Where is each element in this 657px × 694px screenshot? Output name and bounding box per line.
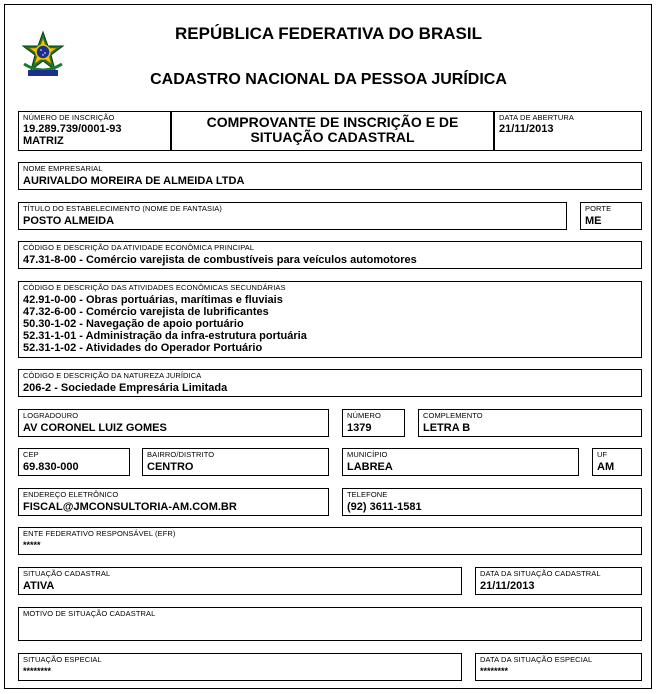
logradouro-label: LOGRADOURO	[23, 411, 79, 420]
data-situacao-especial-field	[475, 653, 642, 681]
natureza-juridica-value: 206-2 - Sociedade Empresária Limitada	[23, 382, 228, 394]
abertura-field	[494, 111, 642, 151]
complemento-value: LETRA B	[423, 422, 471, 434]
nome-empresarial-value: AURIVALDO MOREIRA DE ALMEIDA LTDA	[23, 175, 245, 187]
numero-value: 1379	[347, 422, 372, 434]
list-item: 52.31-1-02 - Atividades do Operador Portuário	[23, 342, 263, 354]
data-situacao-label: DATA DA SITUAÇÃO CADASTRAL	[480, 569, 601, 578]
atividades-secundarias-list	[23, 294, 307, 354]
porte-field	[580, 202, 642, 230]
fantasia-value: POSTO ALMEIDA	[23, 215, 115, 227]
natureza-juridica-label: CÓDIGO E DESCRIÇÃO DA NATUREZA JURÍDICA	[23, 371, 202, 380]
inscricao-field	[18, 111, 171, 151]
list-item: 52.31-1-01 - Administração da infra-estrutura portuária	[23, 330, 307, 342]
numero-label: NÚMERO	[347, 411, 381, 420]
complemento-label: COMPLEMENTO	[423, 411, 483, 420]
uf-field	[592, 448, 642, 476]
bairro-value: CENTRO	[147, 461, 194, 473]
bairro-label: BAIRRO/DISTRITO	[147, 450, 215, 459]
data-situacao-field	[475, 567, 642, 595]
telefone-field	[342, 488, 642, 516]
list-item: 47.32-6-00 - Comércio varejista de lubrificantes	[23, 306, 269, 318]
cep-value: 69.830-000	[23, 461, 79, 473]
atividade-principal-field	[18, 241, 642, 269]
situacao-label: SITUAÇÃO CADASTRAL	[23, 569, 111, 578]
efr-label: ENTE FEDERATIVO RESPONSÁVEL (EFR)	[23, 529, 176, 538]
situacao-especial-label: SITUAÇÃO ESPECIAL	[23, 655, 102, 664]
cep-label: CEP	[23, 450, 39, 459]
abertura-value: 21/11/2013	[499, 123, 554, 135]
situacao-field	[18, 567, 462, 595]
logradouro-value: AV CORONEL LUIZ GOMES	[23, 422, 167, 434]
uf-label: UF	[597, 450, 608, 459]
situacao-especial-value: ********	[23, 666, 52, 676]
porte-label: PORTE	[585, 204, 612, 213]
telefone-value: (92) 3611-1581	[347, 501, 422, 513]
municipio-value: LABREA	[347, 461, 393, 473]
atividades-secundarias-field	[18, 281, 642, 358]
email-value: FISCAL@JMCONSULTORIA-AM.COM.BR	[23, 501, 237, 513]
atividade-principal-label: CÓDIGO E DESCRIÇÃO DA ATIVIDADE ECONÔMICA PRINCIPAL	[23, 243, 255, 252]
nome-empresarial-field	[18, 162, 642, 190]
fantasia-field	[18, 202, 567, 230]
cep-field	[18, 448, 130, 476]
email-field	[18, 488, 329, 516]
motivo-field	[18, 607, 642, 641]
document-title-box	[171, 111, 494, 151]
list-item: 50.30-1-02 - Navegação de apoio portuário	[23, 318, 244, 330]
situacao-especial-field	[18, 653, 462, 681]
data-situacao-especial-value: ********	[480, 666, 509, 676]
uf-value: AM	[597, 461, 615, 473]
municipio-label: MUNICÍPIO	[347, 450, 388, 459]
atividades-secundarias-label: CÓDIGO E DESCRIÇÃO DAS ATIVIDADES ECONÔMICAS SECUNDÁRIAS	[23, 283, 286, 292]
telefone-label: TELEFONE	[347, 490, 388, 499]
porte-value: ME	[585, 215, 602, 227]
data-situacao-value: 21/11/2013	[480, 580, 535, 592]
bairro-field	[142, 448, 329, 476]
email-label: ENDEREÇO ELETRÔNICO	[23, 490, 119, 499]
natureza-juridica-field	[18, 369, 642, 397]
situacao-value: ATIVA	[23, 580, 55, 592]
abertura-label: DATA DE ABERTURA	[499, 113, 574, 122]
complemento-field	[418, 409, 642, 437]
list-item: 42.91-0-00 - Obras portuárias, marítimas e fluviais	[23, 294, 283, 306]
atividade-principal-value: 47.31-8-00 - Comércio varejista de combustíveis para veículos automotores	[23, 254, 417, 266]
inscricao-label: NÚMERO DE INSCRIÇÃO	[23, 113, 115, 122]
efr-value: *****	[23, 540, 41, 550]
efr-field	[18, 527, 642, 555]
country-title: REPÚBLICA FEDERATIVA DO BRASIL	[175, 24, 482, 43]
motivo-label: MOTIVO DE SITUAÇÃO CADASTRAL	[23, 609, 156, 618]
registry-title: CADASTRO NACIONAL DA PESSOA JURÍDICA	[150, 71, 507, 88]
municipio-field	[342, 448, 579, 476]
document-title: COMPROVANTE DE INSCRIÇÃO E DE SITUAÇÃO CADASTRAL	[206, 114, 459, 145]
logradouro-field	[18, 409, 329, 437]
numero-field	[342, 409, 405, 437]
fantasia-label: TÍTULO DO ESTABELECIMENTO (NOME DE FANTASIA)	[23, 204, 223, 213]
data-situacao-especial-label: DATA DA SITUAÇÃO ESPECIAL	[480, 655, 593, 664]
nome-empresarial-label: NOME EMPRESARIAL	[23, 164, 103, 173]
inscricao-type: MATRIZ	[23, 135, 64, 147]
inscricao-value: 19.289.739/0001-93	[23, 123, 122, 135]
